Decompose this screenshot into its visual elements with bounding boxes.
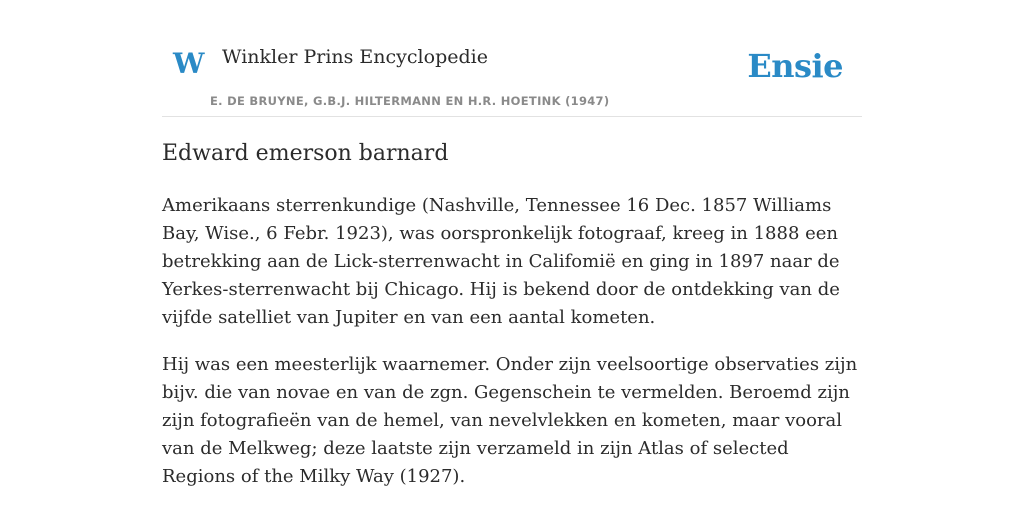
article-title: Edward emerson barnard: [162, 141, 449, 166]
article-paragraph: Amerikaans sterrenkundige (Nashville, Tennessee 16 Dec. 1857 Williams Bay, Wise., 6 Febr. 1923), was oorspronkelijk fotograaf, kreeg in 1888 een betrekking aan de Lick-sterrenwacht in Califomië en ging in 1897 naar de Yerkes-sterrenwacht bij Chicago. Hij is bekend door de ontdekking van de vijfde satelliet van Jupiter en van een aantal kometen.: [162, 195, 840, 328]
source-header: [162, 0, 862, 117]
article: [162, 138, 862, 491]
source-logo[interactable]: W: [173, 47, 205, 80]
brand-logo[interactable]: Ensie: [747, 47, 843, 85]
article-paragraph: Hij was een meesterlijk waarnemer. Onder zijn veelsoortige observaties zijn bijv. die van novae en van de zgn. Gegenschein te vermelden. Beroemd zijn zijn fotografieën van de hemel, van nevelvlekken en kometen, maar vooral van de Melkweg; deze laatste zijn verzameld in zijn Atlas of selected Regions of the Milky Way (1927).: [162, 354, 858, 487]
source-authors: E. DE BRUYNE, G.B.J. HILTERMANN EN H.R. HOETINK (1947): [210, 94, 610, 108]
source-title[interactable]: Winkler Prins Encyclopedie: [222, 46, 488, 68]
